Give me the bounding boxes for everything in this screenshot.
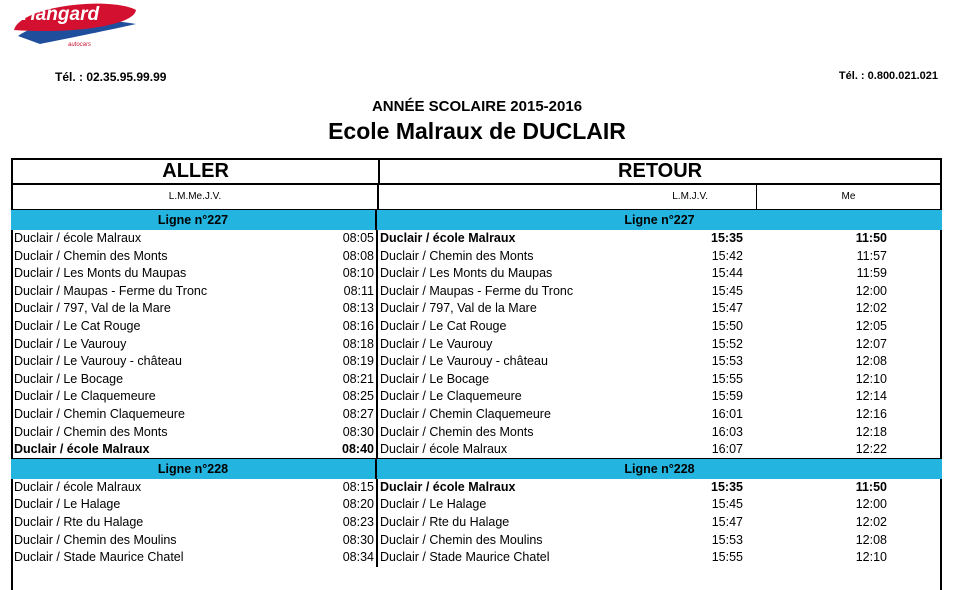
aller-time: 08:34	[326, 549, 378, 567]
retour-stop: Duclair / Le Halage	[380, 497, 487, 512]
table-row	[11, 300, 942, 318]
table-row	[11, 283, 942, 301]
aller-time: 08:40	[326, 441, 378, 459]
aller-time: 08:23	[326, 514, 378, 532]
aller-time: 08:30	[326, 532, 378, 550]
aller-stop: Duclair / Le Halage	[14, 497, 121, 512]
logo-subtext: autocars	[68, 42, 92, 48]
retour-time-lmjv: 15:47	[711, 515, 743, 529]
retour-stop: Duclair / Chemin des Monts	[380, 424, 534, 439]
aller-time: 08:08	[326, 248, 378, 266]
table-row	[11, 549, 942, 567]
aller-stop: Duclair / Le Cat Rouge	[14, 319, 141, 333]
days-row	[11, 185, 942, 210]
line-name-retour: Ligne n°228	[377, 459, 942, 479]
table-row	[11, 514, 942, 532]
table-row	[11, 496, 942, 514]
phone-right: Tél. : 0.800.021.021	[838, 70, 938, 82]
retour-stop: Duclair / école Malraux	[380, 231, 516, 245]
aller-stop: Duclair / Le Vaurouy - château	[14, 354, 182, 369]
line-name-aller: Ligne n°227	[11, 210, 377, 230]
retour-time-me: 12:00	[855, 497, 887, 512]
table-row	[11, 248, 942, 266]
retour-time-lmjv: 15:47	[711, 301, 743, 316]
retour-time-me: 12:18	[855, 424, 887, 439]
aller-time: 08:18	[326, 336, 378, 354]
retour-stop: Duclair / Les Monts du Maupas	[380, 266, 553, 281]
retour-time-me: 11:59	[856, 266, 887, 281]
table-row	[11, 406, 942, 424]
aller-time: 08:30	[326, 424, 378, 442]
aller-time: 08:05	[326, 230, 378, 248]
line-name-aller: Ligne n°228	[11, 459, 377, 479]
retour-stop: Duclair / Le Cat Rouge	[380, 319, 507, 333]
table-row	[11, 532, 942, 550]
retour-time-me: 11:50	[855, 231, 887, 245]
retour-time-lmjv: 15:53	[711, 354, 743, 369]
line-band	[11, 210, 942, 230]
retour-heading: RETOUR	[618, 160, 703, 182]
retour-time-lmjv: 15:35	[711, 231, 743, 245]
retour-time-lmjv: 15:35	[711, 479, 743, 494]
retour-stop: Duclair / 797, Val de la Mare	[380, 301, 537, 316]
retour-time-lmjv: 15:55	[711, 550, 743, 565]
aller-stop: Duclair / Rte du Halage	[14, 515, 144, 529]
retour-stop: Duclair / Chemin des Moulins	[380, 532, 543, 547]
aller-stop: Duclair / Chemin des Monts	[14, 248, 168, 263]
line-band	[11, 459, 942, 479]
retour-time-me: 12:00	[855, 283, 887, 298]
aller-stop: Duclair / Le Bocage	[14, 371, 124, 386]
retour-stop: Duclair / Le Bocage	[380, 371, 490, 386]
aller-stop: Duclair / 797, Val de la Mare	[14, 301, 171, 316]
retour-time-lmjv: 16:07	[711, 442, 743, 457]
aller-time: 08:16	[326, 318, 378, 336]
retour-stop: Duclair / Chemin des Monts	[380, 248, 534, 263]
retour-time-me: 12:08	[855, 532, 887, 547]
aller-heading: ALLER	[13, 160, 380, 183]
retour-time-lmjv: 15:53	[711, 532, 743, 547]
table-row	[11, 441, 942, 459]
table-row	[11, 479, 942, 497]
retour-time-lmjv: 15:44	[711, 266, 743, 281]
retour-time-me: 12:10	[855, 550, 887, 565]
days-retour-me: Me	[841, 191, 856, 202]
retour-stop: Duclair / Rte du Halage	[380, 515, 510, 529]
retour-time-me: 12:14	[855, 389, 887, 404]
retour-time-lmjv: 15:45	[711, 283, 743, 298]
aller-stop: Duclair / Chemin des Moulins	[14, 532, 177, 547]
aller-stop: Duclair / Le Claquemeure	[14, 389, 156, 404]
retour-time-lmjv: 15:42	[711, 248, 743, 263]
retour-stop: Duclair / Maupas - Ferme du Tronc	[380, 283, 574, 298]
timetable	[11, 158, 942, 588]
retour-time-lmjv: 16:01	[711, 407, 743, 421]
aller-time: 08:13	[326, 300, 378, 318]
retour-time-lmjv: 15:59	[711, 389, 743, 404]
aller-stop: Duclair / école Malraux	[14, 442, 150, 457]
aller-time: 08:21	[326, 371, 378, 389]
retour-stop: Duclair / école Malraux	[380, 442, 508, 457]
retour-time-lmjv: 15:45	[711, 497, 743, 512]
retour-time-me: 12:07	[855, 336, 887, 351]
retour-time-me: 12:16	[855, 407, 887, 421]
days-retour-lmjv: L.M.J.V.	[379, 185, 757, 209]
hangard-logo	[10, 0, 140, 48]
table-row	[11, 353, 942, 371]
aller-time: 08:20	[326, 496, 378, 514]
aller-stop: Duclair / Le Vaurouy	[14, 336, 127, 351]
phone-left: Tél. : 02.35.95.99.99	[55, 70, 167, 84]
retour-time-lmjv: 15:50	[711, 319, 743, 333]
aller-stop: Duclair / école Malraux	[14, 479, 142, 494]
retour-time-me: 12:22	[855, 442, 887, 457]
aller-stop: Duclair / Stade Maurice Chatel	[14, 550, 184, 565]
retour-stop: Duclair / Le Vaurouy	[380, 336, 493, 351]
line-name-retour: Ligne n°227	[377, 210, 942, 230]
aller-stop: Duclair / Maupas - Ferme du Tronc	[14, 283, 208, 298]
days-aller: L.M.Me.J.V.	[13, 185, 379, 209]
aller-stop: Duclair / école Malraux	[14, 231, 142, 245]
aller-time: 08:11	[326, 283, 378, 301]
school-year-title: ANNÉE SCOLAIRE 2015-2016	[371, 98, 583, 115]
aller-time: 08:19	[326, 353, 378, 371]
aller-time: 08:27	[326, 406, 378, 424]
retour-stop: Duclair / Le Claquemeure	[380, 389, 522, 404]
retour-stop: Duclair / Le Vaurouy - château	[380, 354, 548, 369]
retour-stop: Duclair / école Malraux	[380, 479, 516, 494]
school-title: Ecole Malraux de DUCLAIR	[328, 118, 626, 144]
retour-time-me: 12:10	[855, 371, 887, 386]
aller-stop: Duclair / Chemin des Monts	[14, 424, 168, 439]
table-row	[11, 318, 942, 336]
retour-time-me: 11:50	[855, 479, 887, 494]
retour-time-lmjv: 15:52	[711, 336, 743, 351]
direction-header-row	[11, 158, 942, 185]
retour-time-me: 12:05	[855, 319, 887, 333]
aller-time: 08:15	[326, 479, 378, 497]
table-row	[11, 424, 942, 442]
retour-time-me: 12:02	[855, 301, 887, 316]
retour-time-me: 12:02	[855, 515, 887, 529]
retour-time-me: 11:57	[856, 248, 887, 263]
aller-stop: Duclair / Les Monts du Maupas	[14, 266, 187, 281]
retour-time-me: 12:08	[855, 354, 887, 369]
aller-time: 08:10	[326, 265, 378, 283]
table-row	[11, 336, 942, 354]
aller-stop: Duclair / Chemin Claquemeure	[14, 407, 185, 421]
table-row	[11, 265, 942, 283]
table-row	[11, 388, 942, 406]
aller-time: 08:25	[326, 388, 378, 406]
logo-text: Hangard	[22, 4, 100, 25]
table-row	[11, 371, 942, 389]
retour-stop: Duclair / Chemin Claquemeure	[380, 407, 551, 421]
retour-time-lmjv: 15:55	[711, 371, 743, 386]
retour-time-lmjv: 16:03	[711, 424, 743, 439]
table-row	[11, 230, 942, 248]
retour-stop: Duclair / Stade Maurice Chatel	[380, 550, 550, 565]
